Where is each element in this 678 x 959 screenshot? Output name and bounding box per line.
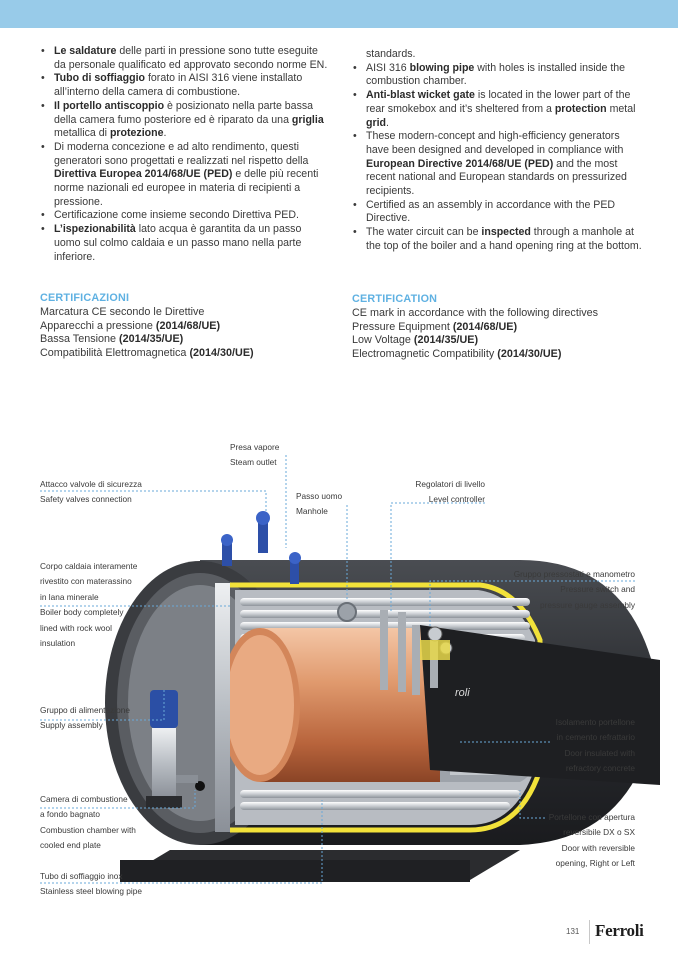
certifications-english [352, 293, 652, 362]
boiler-brand-label: roli [455, 687, 470, 699]
cert-line: Low Voltage (2014/35/UE) [352, 334, 479, 347]
top-color-bar [0, 0, 678, 28]
boiler-base-frame [120, 850, 520, 882]
list-item: • L’ispezionabilità lato acqua è garantita da un passo uomo sul colmo caldaia e un passo mano nella parte inferiore. [40, 223, 328, 264]
label-pressure-assembly: Gruppo pressostati e manometro Pressure switch and pressure gauge assembly [513, 569, 635, 610]
cert-line: Electromagnetic Compatibility (2014/30/UE) [352, 348, 562, 361]
list-item: • The water circuit can be inspected through a manhole at the top of the boiler and a hand opening ring at the bottom. [352, 226, 642, 253]
footer-divider [589, 920, 590, 944]
label-boiler-body: Corpo caldaia interamente rivestito con materassino in lana minerale Boiler body completely lined with rock wool insulation [40, 561, 138, 649]
list-item: • Certificazione come insieme secondo Direttiva PED. [40, 209, 328, 223]
cert-line: Pressure Equipment (2014/68/UE) [352, 320, 518, 333]
italian-feature-list [40, 45, 328, 264]
label-door-insulation: Isolamento portellone in cemento refrattario Door insulated with refractory concrete [555, 717, 635, 774]
continued-text: standards. [366, 48, 416, 60]
cert-line: CE mark in accordance with the following directives [352, 306, 599, 319]
list-item: • Il portello antiscoppio è posizionato nella parte bassa della camera fumo posteriore ed è riparato da una griglia metallica di protezione. [40, 100, 328, 141]
label-safety-valves: Attacco valvole di sicurezza Safety valves connection [40, 479, 142, 505]
cert-line: Compatibilità Elettromagnetica (2014/30/UE) [40, 347, 254, 360]
label-reversible-door: Portellone con apertura reversibile DX o SX Door with reversible opening, Right or Left [548, 812, 635, 869]
section-heading: CERTIFICAZIONI [40, 292, 130, 304]
label-blowing-pipe: Tubo di soffiaggio inox Stainless steel blowing pipe [40, 871, 142, 897]
list-item: • Anti-blast wicket gate is located in the lower part of the rear smokebox and it’s sheltered from a protection metal grid. [352, 89, 642, 130]
list-item: • These modern-concept and high-efficiency generators have been designed and developed in compliance with European Directive 2014/68/UE (PED) and the most recent national and European standards on pressurized recipients. [352, 130, 642, 199]
list-item: • Certified as an assembly in accordance with the PED Directive. [352, 199, 642, 226]
page-number: 131 [566, 927, 580, 936]
cert-line: Marcatura CE secondo le Direttive [40, 305, 205, 318]
english-feature-list [352, 62, 642, 254]
ferroli-logo: Ferroli [595, 921, 644, 940]
label-combustion-chamber: Camera di combustione a fondo bagnato Combustion chamber with cooled end plate [40, 794, 136, 851]
label-supply-assembly: Gruppo di alimentazione Supply assembly [40, 705, 130, 731]
insulation-layer [215, 583, 230, 832]
label-manhole: Passo uomo Manhole [296, 491, 343, 517]
label-steam-outlet: Presa vapore Steam outlet [230, 442, 280, 468]
list-item: • Le saldature delle parti in pressione sono tutte eseguite da personale qualificato ed approvato secondo norme EN. [40, 45, 328, 72]
cert-line: Apparecchi a pressione (2014/68/UE) [40, 319, 221, 332]
cert-line: Bassa Tensione (2014/35/UE) [40, 333, 184, 346]
list-item: • Di moderna concezione e ad alto rendimento, questi generatori sono progettati e realizzati nel rispetto della Direttiva Europea 2014/68/UE (PED) e delle più recenti norme nazionali ed europee in materia di recipienti a pressione. [40, 141, 328, 210]
label-level-controller: Regolatori di livello Level controller [415, 479, 485, 505]
section-heading: CERTIFICATION [352, 293, 438, 305]
list-item: • AISI 316 blowing pipe with holes is installed inside the combustion chamber. [352, 62, 642, 89]
certifications-italian [40, 292, 340, 361]
list-item: • Tubo di soffiaggio forato in AISI 316 viene installato all’interno della camera di combustione. [40, 72, 328, 99]
italian-features-column [40, 45, 328, 264]
english-features-column [352, 48, 642, 254]
